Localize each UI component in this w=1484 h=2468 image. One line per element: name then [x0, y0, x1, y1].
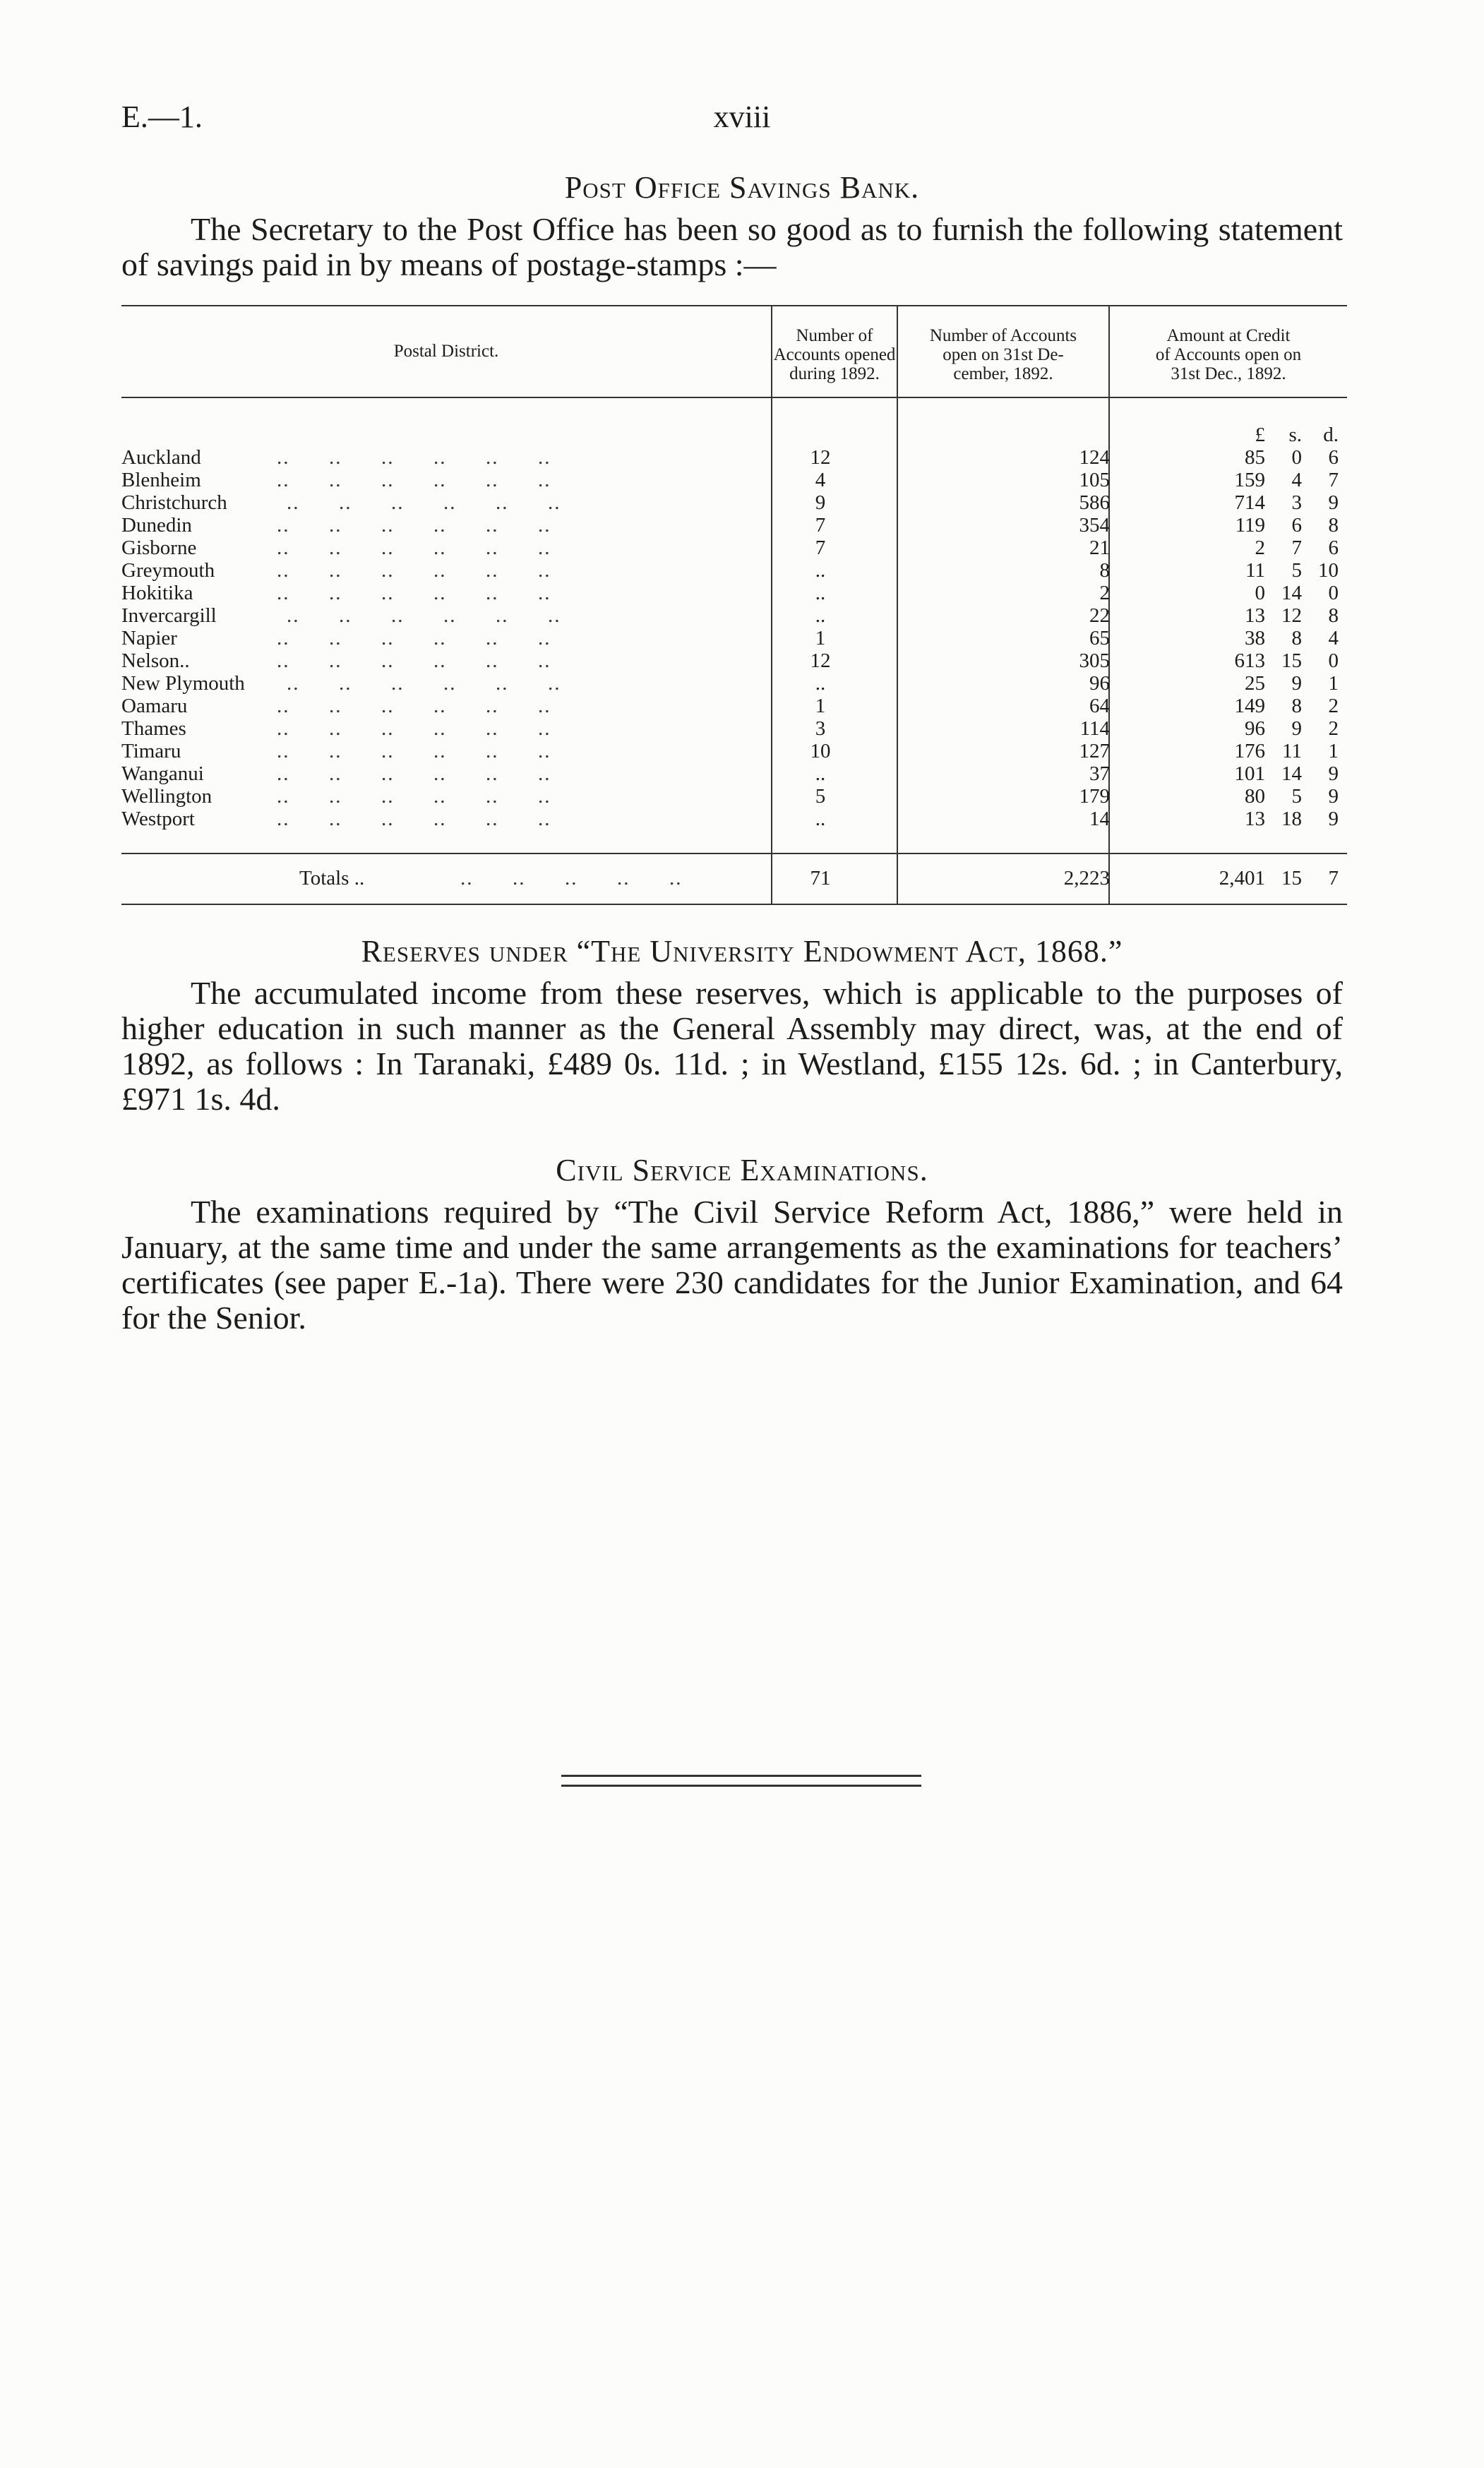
pence-cell: 9	[1328, 785, 1339, 808]
opened-cell: ..	[815, 559, 826, 582]
shillings-cell: 9	[1291, 717, 1302, 740]
table-row	[121, 469, 1347, 491]
shillings-cell: 4	[1291, 469, 1302, 491]
pounds-cell: 11	[1245, 559, 1265, 582]
leader-dots: .. .. .. .. .. ..	[277, 446, 551, 469]
section-title-savings-bank: Post Office Savings Bank.	[564, 170, 920, 205]
open-accounts-cell: 305	[1079, 649, 1110, 672]
district-cell: Gisborne	[121, 537, 197, 559]
district-cell: Auckland	[121, 446, 201, 469]
units-row: £ s. d.	[1255, 424, 1339, 446]
opened-cell: ..	[815, 582, 826, 604]
open-accounts-cell: 65	[1089, 627, 1110, 649]
pounds-cell: 85	[1245, 446, 1265, 469]
savings-table	[121, 305, 1347, 904]
shillings-cell: 11	[1282, 740, 1302, 762]
open-accounts-cell: 124	[1079, 446, 1110, 469]
opened-cell: 7	[815, 514, 826, 537]
pence-cell: 9	[1328, 808, 1339, 830]
pence-cell: 4	[1328, 627, 1339, 649]
district-cell: Dunedin	[121, 514, 192, 537]
shillings-cell: 12	[1281, 604, 1302, 627]
pounds-cell: 149	[1234, 695, 1265, 717]
savings-bank-intro	[121, 212, 1343, 282]
district-cell: Thames	[121, 717, 186, 740]
shillings-cell: 14	[1281, 582, 1302, 604]
header-district: Postal District.	[393, 342, 499, 361]
district-cell: Hokitika	[121, 582, 193, 604]
leader-dots: .. .. .. .. .. ..	[277, 514, 551, 537]
table-row	[121, 559, 1347, 582]
district-cell: Oamaru	[121, 695, 188, 717]
end-rule-2	[561, 1785, 921, 1787]
shillings-cell: 0	[1291, 446, 1302, 469]
pence-cell: 0	[1328, 649, 1339, 672]
pounds-cell: 0	[1255, 582, 1265, 604]
open-accounts-cell: 37	[1089, 762, 1110, 785]
pounds-cell: 176	[1234, 740, 1265, 762]
reserves-text-body: The accumulated income from these reserves, which is applicable to the purposes of higher education in such manner as the General Assembly may direct, was, at the end of 1892, as follows : In Taranaki, £489 0s. 11d. ; in Westland, £155 12s. 6d. ; in Canterbury, £971 1s. 4d.	[121, 975, 1343, 1117]
leader-dots: .. .. .. .. .. ..	[277, 469, 551, 491]
shillings-cell: 8	[1291, 627, 1302, 649]
leader-dots: .. .. .. .. .. ..	[287, 672, 561, 695]
district-cell: Wellington	[121, 785, 213, 808]
pence-cell: 1	[1328, 672, 1339, 695]
pence-cell: 9	[1328, 762, 1339, 785]
header-open-accounts: Number of Accounts open on 31st De- cember, 1892.	[929, 326, 1077, 383]
open-accounts-cell: 64	[1089, 695, 1110, 717]
district-cell: Christchurch	[121, 491, 227, 514]
opened-cell: 1	[815, 627, 826, 649]
leader-dots: .. .. .. .. .. ..	[277, 537, 551, 559]
district-cell: Blenheim	[121, 469, 201, 491]
leader-dots: .. .. .. .. .. ..	[287, 604, 561, 627]
table-row	[121, 627, 1347, 649]
reserves-text	[121, 976, 1343, 1117]
pence-cell: 6	[1328, 537, 1339, 559]
open-accounts-cell: 96	[1089, 672, 1110, 695]
opened-cell: 7	[815, 537, 826, 559]
totals-row: Totals .. .. .. .. .. .. 71 2,223 2,401 15 7	[299, 867, 1339, 889]
savings-bank-intro-text: The Secretary to the Post Office has been so good as to furnish the following statement of savings paid in by means of postage-stamps :—	[121, 211, 1343, 282]
table-row	[121, 446, 1347, 469]
leader-dots: .. .. .. .. .. ..	[287, 491, 561, 514]
opened-cell: ..	[815, 762, 826, 785]
pounds-cell: 25	[1245, 672, 1265, 695]
header-ref: E.—1.	[121, 100, 203, 134]
table-row	[121, 695, 1347, 717]
leader-dots: .. .. .. .. .. ..	[277, 808, 551, 830]
table-row	[121, 672, 1347, 695]
opened-cell: 12	[810, 649, 831, 672]
leader-dots: .. .. .. .. .. ..	[277, 740, 551, 762]
pounds-cell: 714	[1234, 491, 1265, 514]
shillings-cell: 8	[1291, 695, 1302, 717]
leader-dots: .. .. .. .. .. ..	[277, 762, 551, 785]
table-row	[121, 649, 1347, 672]
pence-cell: 8	[1328, 604, 1339, 627]
district-cell: Invercargill	[121, 604, 217, 627]
shillings-cell: 14	[1281, 762, 1302, 785]
section-title-civil-service: Civil Service Examinations.	[556, 1153, 928, 1187]
shillings-cell: 3	[1291, 491, 1302, 514]
table-row	[121, 537, 1347, 559]
district-cell: Wanganui	[121, 762, 204, 785]
pence-cell: 1	[1328, 740, 1339, 762]
shillings-cell: 7	[1291, 537, 1302, 559]
district-cell: Nelson..	[121, 649, 190, 672]
opened-cell: 9	[815, 491, 826, 514]
pounds-cell: 159	[1234, 469, 1265, 491]
table-row	[121, 740, 1347, 762]
totals-label: Totals ..	[299, 867, 365, 889]
leader-dots: .. .. .. .. .. ..	[277, 785, 551, 808]
table-row	[121, 582, 1347, 604]
opened-cell: 1	[815, 695, 826, 717]
pounds-cell: 13	[1245, 808, 1265, 830]
header-amount: Amount at Credit of Accounts open on 31st Dec., 1892.	[1155, 326, 1302, 383]
shillings-cell: 18	[1281, 808, 1302, 830]
civil-service-text	[121, 1194, 1343, 1336]
table-row	[121, 514, 1347, 537]
open-accounts-cell: 2	[1099, 582, 1110, 604]
leader-dots: .. .. .. .. .. ..	[277, 717, 551, 740]
opened-cell: 12	[810, 446, 831, 469]
pence-cell: 8	[1328, 514, 1339, 537]
civil-service-text-body: The examinations required by “The Civil Service Reform Act, 1886,” were held in January, at the same time and under the same arrangements as the examinations for teachers’ certificates (see paper E.-1a). There were 230 candidates for the Junior Examination, and 64 for the Senior.	[121, 1194, 1343, 1336]
district-cell: Timaru	[121, 740, 181, 762]
pence-cell: 9	[1328, 491, 1339, 514]
district-cell: Greymouth	[121, 559, 215, 582]
leader-dots: .. .. .. .. .. ..	[277, 582, 551, 604]
open-accounts-cell: 586	[1079, 491, 1110, 514]
pounds-cell: 38	[1245, 627, 1265, 649]
table-row	[121, 604, 1347, 627]
pence-cell: 2	[1328, 717, 1339, 740]
opened-cell: 5	[815, 785, 826, 808]
leader-dots: .. .. .. .. .. ..	[277, 649, 551, 672]
opened-cell: ..	[815, 672, 826, 695]
district-cell: Westport	[121, 808, 195, 830]
pounds-cell: 2	[1255, 537, 1265, 559]
opened-cell: ..	[815, 808, 826, 830]
open-accounts-cell: 114	[1079, 717, 1110, 740]
pence-cell: 10	[1318, 559, 1339, 582]
header-opened: Number of Accounts opened during 1892.	[773, 326, 896, 383]
leader-dots: .. .. .. .. .. ..	[277, 695, 551, 717]
table-row	[121, 491, 1347, 514]
pounds-cell: 13	[1245, 604, 1265, 627]
shillings-cell: 15	[1281, 649, 1302, 672]
opened-cell: 3	[815, 717, 826, 740]
pence-cell: 2	[1328, 695, 1339, 717]
pounds-cell: 96	[1245, 717, 1265, 740]
section-title-reserves: Reserves under “The University Endowment Act, 1868.”	[361, 934, 1123, 969]
leader-dots: .. .. .. .. .. ..	[277, 559, 551, 582]
open-accounts-cell: 105	[1079, 469, 1110, 491]
pounds-cell: 101	[1234, 762, 1265, 785]
pence-cell: 6	[1328, 446, 1339, 469]
open-accounts-cell: 14	[1089, 808, 1110, 830]
open-accounts-cell: 179	[1079, 785, 1110, 808]
pence-cell: 7	[1328, 469, 1339, 491]
shillings-cell: 5	[1291, 785, 1302, 808]
open-accounts-cell: 127	[1079, 740, 1110, 762]
table-row	[121, 785, 1347, 808]
shillings-cell: 5	[1291, 559, 1302, 582]
open-accounts-cell: 22	[1089, 604, 1110, 627]
table-row	[121, 717, 1347, 740]
page-number: xviii	[713, 100, 771, 134]
open-accounts-cell: 8	[1099, 559, 1110, 582]
shillings-cell: 6	[1291, 514, 1302, 537]
open-accounts-cell: 354	[1079, 514, 1110, 537]
pounds-cell: 119	[1235, 514, 1265, 537]
opened-cell: 4	[815, 469, 826, 491]
shillings-cell: 9	[1291, 672, 1302, 695]
table-row	[121, 808, 1347, 830]
end-rule-1	[561, 1775, 921, 1777]
district-cell: New Plymouth	[121, 672, 245, 695]
leader-dots: .. .. .. .. .. ..	[277, 627, 551, 649]
pounds-cell: 80	[1245, 785, 1265, 808]
open-accounts-cell: 21	[1089, 537, 1110, 559]
district-cell: Napier	[121, 627, 177, 649]
pence-cell: 0	[1328, 582, 1339, 604]
opened-cell: 10	[810, 740, 831, 762]
table-row	[121, 762, 1347, 785]
opened-cell: ..	[815, 604, 826, 627]
pounds-cell: 613	[1234, 649, 1265, 672]
